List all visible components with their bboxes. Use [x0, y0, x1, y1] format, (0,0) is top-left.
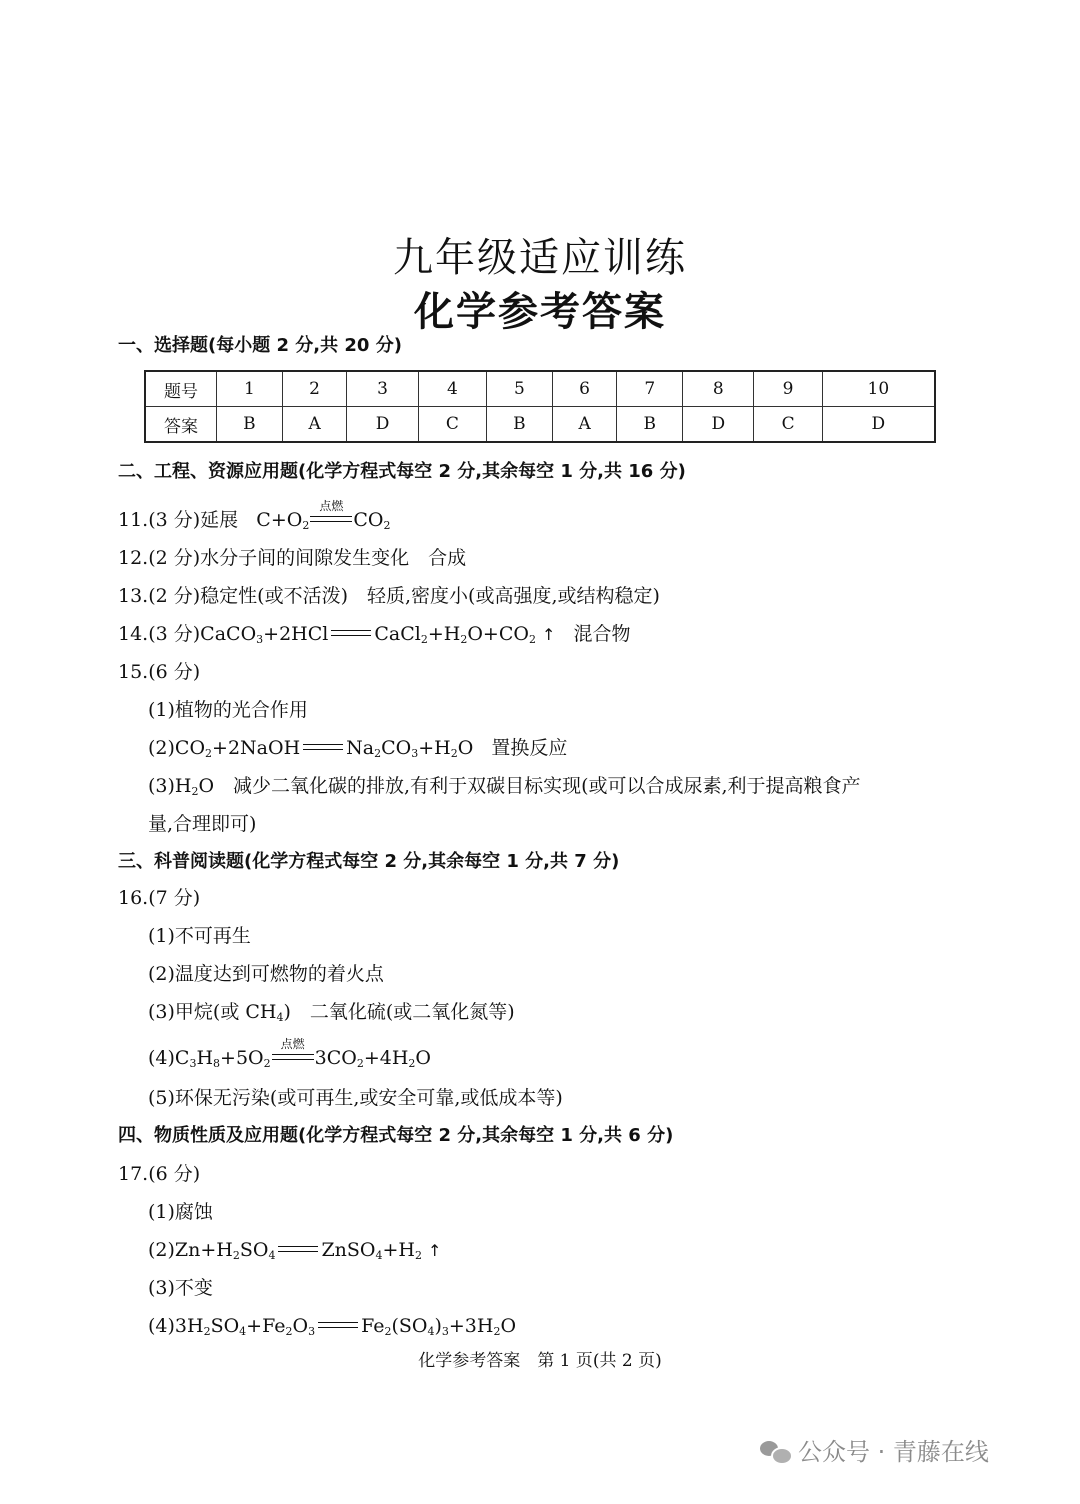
section-heading-4: 四、物质性质及应用题(化学方程式每空 2 分,其余每空 1 分,共 6 分) — [118, 1125, 674, 1146]
equation-text: Fe — [361, 1315, 385, 1337]
answer-16-1: (1)不可再生 — [148, 925, 251, 947]
answer-17-head: 17.(6 分) — [118, 1163, 201, 1185]
watermark-text: 公众号 · 青藤在线 — [798, 1438, 989, 1466]
answer-text: 置换反应 — [491, 737, 568, 759]
page-footer: 化学参考答案 第 1 页(共 2 页) — [418, 1351, 662, 1371]
equation-text: (4)C — [148, 1047, 190, 1069]
answer-text: 混合物 — [573, 623, 631, 645]
answer-17-4: $(4)3H_2SO_4+Fe_2O_3$ $Fe_2(SO_4)_3+3H_2O$ — [148, 1315, 517, 1338]
reaction-condition-arrow — [309, 499, 353, 532]
equation-text: O+CO — [467, 623, 529, 645]
equation-text: O — [500, 1315, 517, 1337]
equation-text: (3)H — [148, 775, 192, 797]
equation-text: O — [292, 1315, 309, 1337]
equation-text: +H — [382, 1239, 415, 1261]
equation-text: SO — [210, 1315, 240, 1337]
answer-17-3: (3)不变 — [148, 1277, 213, 1299]
table-cell: 5 — [486, 371, 552, 407]
answer-table — [144, 370, 936, 443]
answer-16-5: (5)环保无污染(或可再生,或安全可靠,或低成本等) — [148, 1087, 563, 1109]
table-cell: D — [347, 407, 418, 443]
equation-text: +H — [418, 737, 451, 759]
section-heading-1: 一、选择题(每小题 2 分,共 20 分) — [118, 335, 402, 356]
answer-15-2: $(2)CO_2+2NaOH$ $Na_2CO_3+H_2O$ 置换反应 — [148, 737, 568, 760]
page-subtitle: 化学参考答案 — [414, 289, 666, 335]
answer-text: ) 二氧化硫(或二氧化氮等) — [283, 1001, 515, 1023]
equation-text: CO — [381, 737, 412, 759]
table-header-cell: 题号 — [145, 371, 217, 407]
equation-text: C+O — [256, 509, 303, 531]
table-cell: A — [282, 407, 347, 443]
table-cell: C — [418, 407, 486, 443]
table-cell: 2 — [282, 371, 347, 407]
equation-text: +Fe — [246, 1315, 286, 1337]
answer-15-3-cont: 量,合理即可) — [148, 813, 257, 835]
equation-text: (2)CO — [148, 737, 206, 759]
table-cell: 1 — [217, 371, 283, 407]
table-cell: C — [754, 407, 822, 443]
table-cell: 7 — [617, 371, 683, 407]
answer-16-head: 16.(7 分) — [118, 887, 201, 909]
equation-text: SO — [239, 1239, 269, 1261]
section-heading-2: 二、工程、资源应用题(化学方程式每空 2 分,其余每空 1 分,共 16 分) — [118, 461, 686, 482]
wechat-icon — [760, 1439, 790, 1463]
answer-15-1: (1)植物的光合作用 — [148, 699, 308, 721]
table-header-cell: 答案 — [145, 407, 217, 443]
table-cell: B — [217, 407, 283, 443]
section-heading-3: 三、科普阅读题(化学方程式每空 2 分,其余每空 1 分,共 7 分) — [118, 851, 620, 872]
answer-16-2: (2)温度达到可燃物的着火点 — [148, 963, 384, 985]
equation-text: 3CO — [314, 1047, 357, 1069]
equation-text: (SO — [391, 1315, 428, 1337]
table-row-answers — [145, 407, 935, 443]
answer-11: 11.(3 分)延展 $C+O_2$ 点燃 $CO_2$ — [118, 508, 390, 538]
answer-text: 11.(3 分)延展 — [118, 509, 239, 531]
table-cell: 6 — [552, 371, 617, 407]
reaction-condition: 点燃 — [319, 499, 344, 513]
equation-text: O — [457, 737, 474, 759]
equation-text: Na — [346, 737, 375, 759]
equation-text: +5O — [220, 1047, 264, 1069]
table-cell: 10 — [822, 371, 935, 407]
table-cell: D — [822, 407, 935, 443]
page-title: 九年级适应训练 — [393, 235, 687, 281]
answer-text: (3)甲烷(或 CH — [148, 1001, 277, 1023]
table-cell: 3 — [347, 371, 418, 407]
equation-text: ZnSO — [321, 1239, 376, 1261]
reaction-condition-arrow — [271, 1037, 315, 1070]
equation-text: +2NaOH — [212, 737, 301, 759]
answer-16-3: (3)甲烷(或 $CH_4$) 二氧化硫(或二氧化氮等) — [148, 1001, 515, 1024]
equation-text: (2)Zn+H — [148, 1239, 233, 1261]
answer-15-head: 15.(6 分) — [118, 661, 201, 683]
equals-sign — [331, 630, 371, 636]
equation-text: ) — [434, 1315, 442, 1337]
answer-17-1: (1)腐蚀 — [148, 1201, 213, 1223]
equation-text: CO — [353, 509, 384, 531]
table-cell: D — [683, 407, 754, 443]
table-row-numbers — [145, 371, 935, 407]
equation-text: +H — [427, 623, 461, 645]
answer-14: 14.(3 分)CaCO$_3$+2HCl $CaCl_2+H_2O+CO_2$ ↑ 混合物 — [118, 623, 631, 646]
table-cell: B — [617, 407, 683, 443]
table-cell: 9 — [754, 371, 822, 407]
equals-sign — [318, 1322, 358, 1328]
gas-arrow-icon: ↑ — [542, 625, 556, 644]
equation-text: +3H — [448, 1315, 494, 1337]
gas-arrow-icon: ↑ — [428, 1241, 442, 1260]
watermark — [760, 1432, 989, 1467]
equation-text: H — [196, 1047, 214, 1069]
table-cell: 4 — [418, 371, 486, 407]
table-cell: A — [552, 407, 617, 443]
answer-15-3: $(3)H_2O$ 减少二氧化碳的排放,有利于双碳目标实现(或可以合成尿素,利于提高粮食产 — [148, 775, 861, 798]
equation-text: CaCl — [374, 623, 421, 645]
answer-17-2: $(2)Zn+H_2SO_4$ $ZnSO_4+H_2$ ↑ — [148, 1239, 442, 1262]
answer-12: 12.(2 分)水分子间的间隙发生变化 合成 — [118, 547, 467, 569]
table-cell: B — [486, 407, 552, 443]
answer-13: 13.(2 分)稳定性(或不活泼) 轻质,密度小(或高强度,或结构稳定) — [118, 585, 660, 607]
equation-text: +4H — [363, 1047, 409, 1069]
equals-sign — [278, 1246, 318, 1252]
reaction-condition: 点燃 — [280, 1037, 305, 1051]
table-cell: 8 — [683, 371, 754, 407]
equation-text: 14.(3 分)CaCO — [118, 623, 257, 645]
answer-16-4: $(4)C_3H_8+5O_2$ 点燃 $3CO_2+4H_2O$ — [148, 1046, 431, 1076]
equals-sign — [303, 744, 343, 750]
answer-text: O 减少二氧化碳的排放,有利于双碳目标实现(或可以合成尿素,利于提高粮食产 — [198, 775, 861, 797]
equation-text: +2HCl — [263, 623, 329, 645]
equation-text: (4)3H — [148, 1315, 204, 1337]
equation-text: O — [415, 1047, 431, 1069]
